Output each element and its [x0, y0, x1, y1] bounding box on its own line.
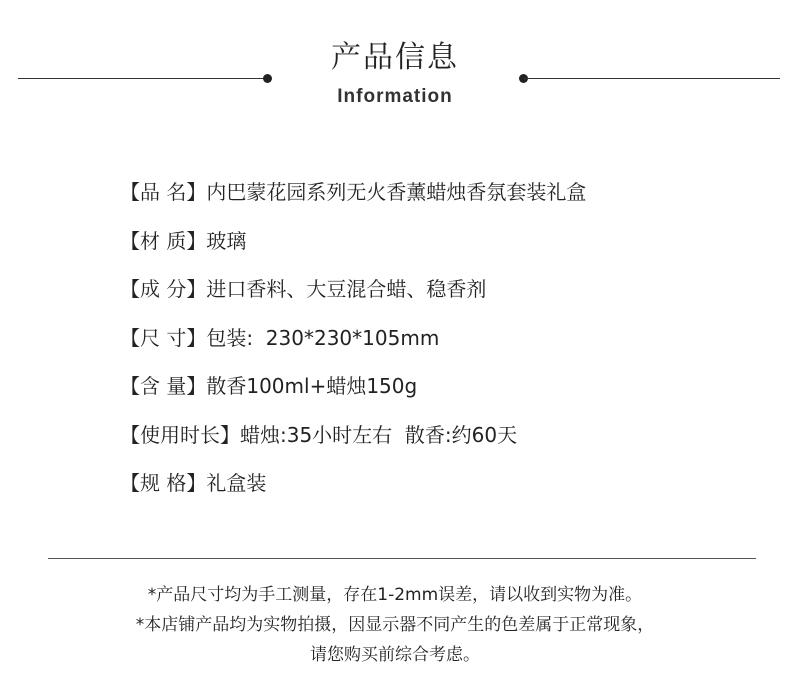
heading-rule-right: [524, 78, 780, 79]
info-key: 【规 格】: [120, 471, 207, 495]
info-row-name: [120, 176, 760, 225]
note-line: *产品尺寸均为手工测量，存在1-2mm误差，请以收到实物为准。: [147, 585, 643, 605]
info-key: 【尺 寸】: [120, 325, 207, 350]
heading-rule-left: [18, 78, 268, 79]
page-title: 产品信息: [331, 40, 459, 75]
page-subtitle: Information: [337, 86, 453, 107]
info-value: 礼盒装: [206, 471, 267, 495]
info-value: 进口香料、大豆混合蜡、稳香剂: [206, 277, 487, 301]
info-key: 【使用时长】: [120, 422, 240, 447]
info-row-ingredients: [120, 273, 760, 322]
section-heading: [0, 0, 790, 120]
info-value: 玻璃: [206, 228, 247, 253]
product-info-list: [120, 176, 760, 516]
info-value: 散香100ml+蜡烛150g: [206, 374, 418, 398]
divider: [48, 558, 756, 559]
disclaimer-notes: [0, 580, 790, 670]
info-value: 蜡烛:35小时左右 散香:约60天: [240, 422, 518, 447]
info-key: 【成 分】: [120, 277, 207, 301]
info-key: 【含 量】: [120, 374, 207, 398]
note-line: 请您购买前综合考虑。: [310, 645, 480, 665]
note-line: *本店铺产品均为实物拍摄，因显示器不同产生的色差属于正常现象，: [135, 615, 655, 635]
info-value: 内巴蒙花园系列无火香薰蜡烛香氛套装礼盒: [206, 180, 587, 204]
info-row-spec: [120, 467, 760, 516]
info-row-material: [120, 225, 760, 274]
info-key: 【材 质】: [120, 228, 207, 253]
info-value: 包装: 230*230*105mm: [206, 325, 440, 350]
info-row-size: [120, 322, 760, 371]
info-row-content: [120, 370, 760, 419]
info-key: 【品 名】: [120, 180, 207, 204]
info-row-duration: [120, 419, 760, 468]
